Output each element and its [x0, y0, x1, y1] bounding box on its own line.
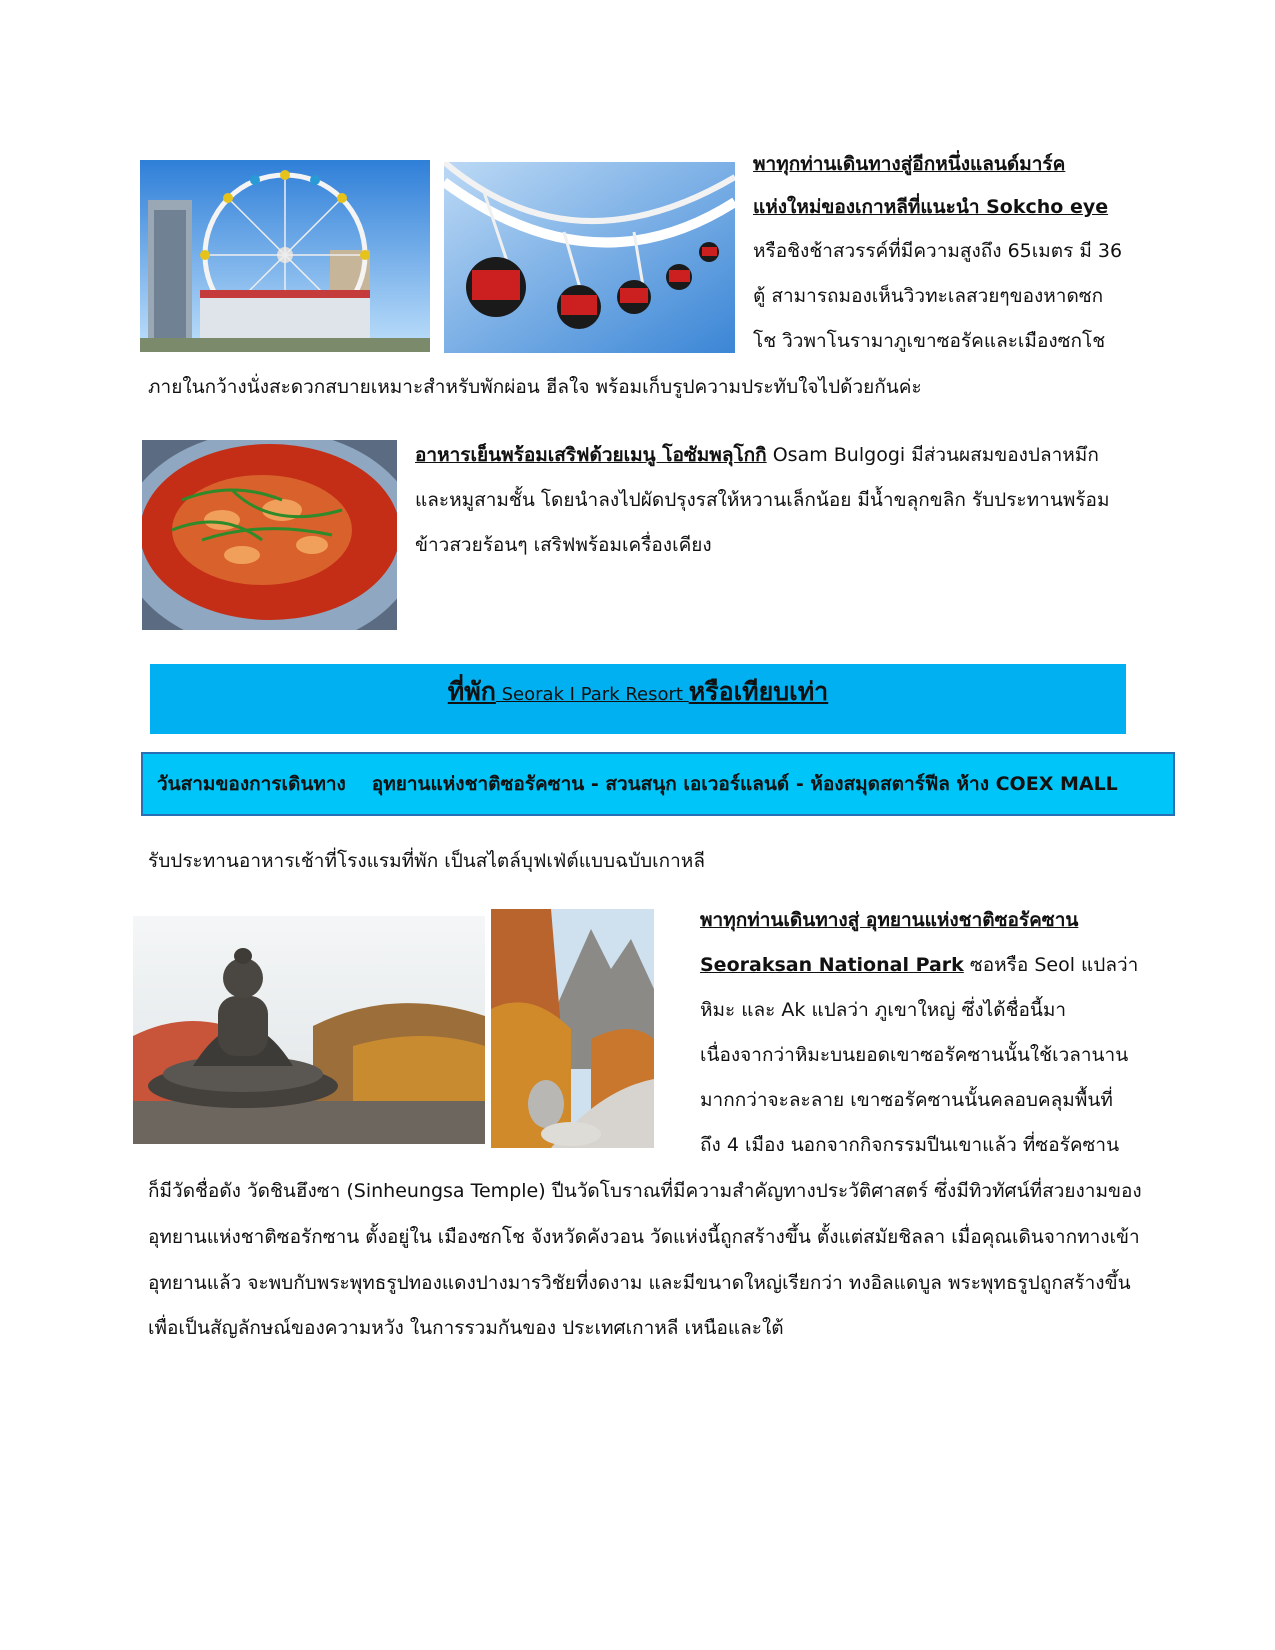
buddha-statue-photo: [133, 916, 485, 1144]
section2-line1-rest: Osam Bulgogi มีส่วนผสมของปลาหมึก: [766, 444, 1099, 466]
section3-line6: ถึง 4 เมือง นอกจากกิจกรรมปีนเขาแล้ว ที่ซอรัคซาน: [700, 1134, 1120, 1156]
day3-banner: [141, 752, 1175, 816]
section2-line1: [415, 442, 1099, 468]
accommodation-prefix: ที่พัก: [447, 677, 496, 706]
section2-line3: ข้าวสวยร้อนๆ เสริฟพร้อมเครื่องเคียง: [415, 534, 712, 556]
seoraksan-autumn-photo: [491, 909, 654, 1148]
section3-line8: อุทยานแห่งชาติซอรักซาน ตั้งอยู่ใน เมืองซกโช จังหวัดคังวอน วัดแห่งนี้ถูกสร้างขึ้น ตั้งแต่สมัยชิลลา เมื่อคุณเดินจากทางเข้า: [148, 1226, 1140, 1248]
day3-route: อุทยานแห่งชาติซอรัคซาน - สวนสนุก เอเวอร์แลนด์ - ห้องสมุดสตาร์ฟีล ห้าง COEX MALL: [371, 773, 1118, 795]
breakfast-text: รับประทานอาหารเช้าที่โรงแรมที่พัก เป็นสไตล์บุฟเฟ่ต์แบบฉบับเกาหลี: [148, 850, 705, 872]
sokcho-eye-photo: [140, 160, 430, 352]
section1-body-line3: โช วิวพาโนรามาภูเขาซอรัคและเมืองซกโช: [753, 330, 1106, 352]
section1-body-line2: ตู้ สามารถมองเห็นวิวทะเลสวยๆของหาดซก: [753, 285, 1104, 307]
section3-line10: เพื่อเป็นสัญลักษณ์ของความหวัง ในการรวมกันของ ประเทศเกาหลี เหนือและใต้: [148, 1317, 784, 1339]
day3-label: วันสามของการเดินทาง: [157, 773, 346, 795]
section3-line2: [700, 952, 1138, 978]
osam-bulgogi-photo: [142, 440, 397, 630]
section1-heading-line1: พาทุกท่านเดินทางสู่อีกหนึ่งแลนด์มาร์ค: [753, 153, 1066, 175]
section3-line3: หิมะ และ Ak แปลว่า ภูเขาใหญ่ ซึ่งได้ชื่อนี้มา: [700, 999, 1067, 1021]
section3-heading-line2: Seoraksan National Park: [700, 954, 964, 976]
section1-body-line1: หรือชิงช้าสวรรค์ที่มีความสูงถึง 65เมตร มี 36: [753, 240, 1123, 262]
section2-heading: อาหารเย็นพร้อมเสริฟด้วยเมนู โอซัมพลุโกกิ: [415, 444, 767, 466]
section1-heading-line2: แห่งใหม่ของเกาหลีที่แนะนำ Sokcho eye: [753, 196, 1109, 218]
accommodation-hotel-name: Seorak I Park Resort: [495, 684, 689, 705]
section3-line4: เนื่องจากว่าหิมะบนยอดเขาซอรัคซานนั้นใช้เวลานาน: [700, 1044, 1129, 1066]
accommodation-suffix: หรือเทียบเท่า: [688, 677, 829, 706]
section3-heading-line1: พาทุกท่านเดินทางสู่ อุทยานแห่งชาติซอรัคซาน: [700, 909, 1079, 931]
section3-line7: ก็มีวัดชื่อดัง วัดชินฮึงซา (Sinheungsa Temple) ปีนวัดโบราณที่มีความสำคัญทางประวัติศาสตร์ ซึ่งมีทิวทัศน์ที่สวยงามของ: [148, 1180, 1142, 1202]
section1-body-line4: ภายในกว้างนั่งสะดวกสบายเหมาะสำหรับพักผ่อน ฮีลใจ พร้อมเก็บรูปความประทับใจไปด้วยกันค่ะ: [148, 376, 922, 398]
section3-line9: อุทยานแล้ว จะพบกับพระพุทธรูปทองแดงปางมารวิชัยที่งดงาม และมีขนาดใหญ่เรียกว่า ทงอิลแดบูล พระพุทธรูปถูกสร้างขึ้น: [148, 1272, 1131, 1294]
sokcho-eye-gondola-photo: [444, 162, 735, 353]
section2-line2: และหมูสามชั้น โดยนำลงไปผัดปรุงรสให้หวานเล็กน้อย มีน้ำขลุกขลิก รับประทานพร้อม: [415, 489, 1110, 511]
section3-line5: มากกว่าจะละลาย เขาซอรัคซานนั้นคลอบคลุมพื้นที่: [700, 1089, 1113, 1111]
accommodation-banner: [150, 664, 1126, 734]
section3-line2-rest: ซอหรือ Seol แปลว่า: [963, 954, 1139, 976]
